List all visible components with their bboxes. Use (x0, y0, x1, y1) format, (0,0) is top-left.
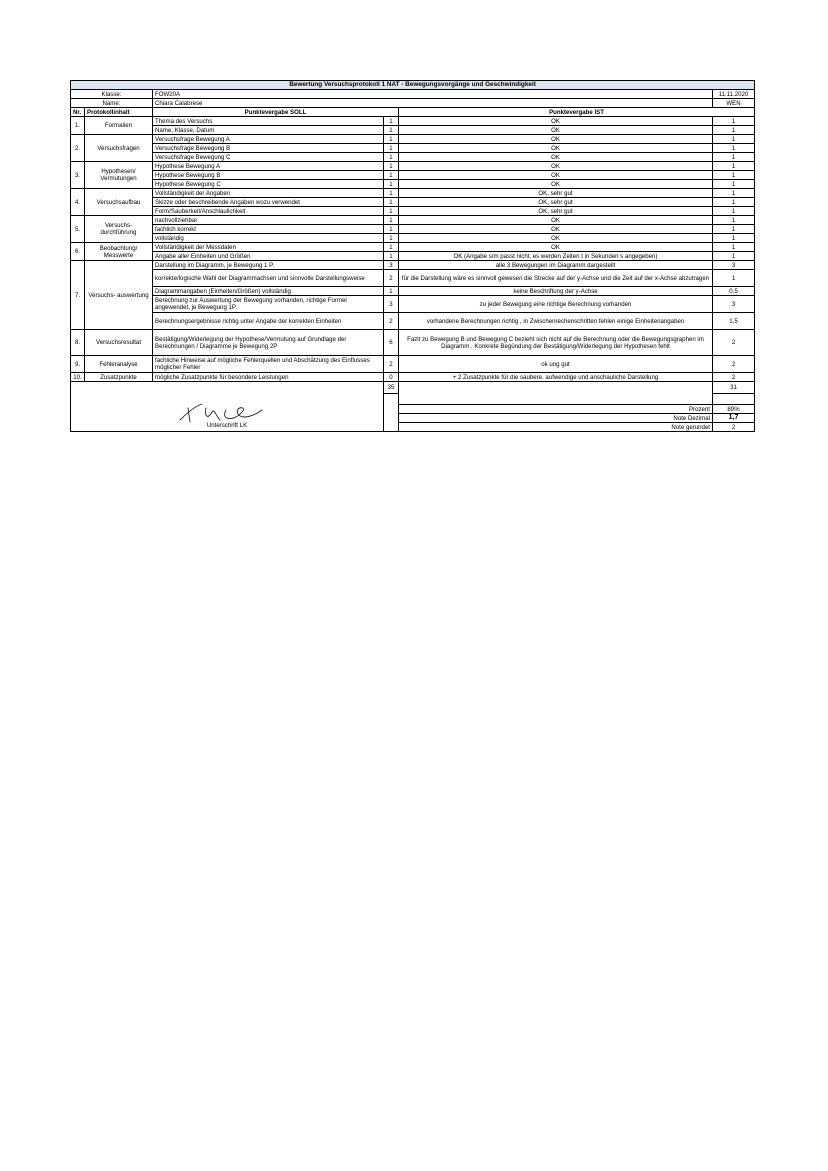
soll-points-cell: 1 (384, 252, 399, 261)
criterion-cell: Thema des Versuchs (153, 117, 384, 126)
soll-points-cell: 1 (384, 144, 399, 153)
ist-score-cell: 1 (713, 153, 755, 162)
criterion-cell: Name, Klasse, Datum (153, 126, 384, 135)
grade-rounded-label: Note gerundet (399, 423, 713, 432)
criterion-cell: Angabe aller Einheiten und Größen (153, 252, 384, 261)
comment-cell: OK (399, 153, 713, 162)
table-row (71, 135, 755, 144)
ist-score-cell: 1 (713, 144, 755, 153)
section-name: Hypothesen/ Vermutungen (85, 162, 153, 189)
soll-points-cell: 6 (384, 330, 399, 356)
ist-score-cell: 1 (713, 207, 755, 216)
soll-points-cell: 1 (384, 207, 399, 216)
section-nr: 10. (71, 373, 85, 382)
soll-points-cell: 3 (384, 261, 399, 270)
ist-score-cell: 1 (713, 117, 755, 126)
comment-cell: für die Darstellung wäre es sinnvoll gewesen die Strecke auf der y-Achse und die Zeit auf der x-Achse abzutragen (399, 270, 713, 287)
ist-score-cell: 1 (713, 216, 755, 225)
comment-cell: alle 3 Bewegungen im Diagramm dargestellt (399, 261, 713, 270)
comment-cell: OK (399, 234, 713, 243)
ist-score-cell: 2 (713, 330, 755, 356)
criterion-cell: Berechnungsergebnisse richtig unter Angabe der korrekten Einheiten (153, 313, 384, 330)
soll-points-cell: 2 (384, 356, 399, 373)
section-nr: 1. (71, 117, 85, 135)
ist-score-cell: 1 (713, 252, 755, 261)
section-nr: 7. (71, 261, 85, 330)
comment-cell: keine Beschriftung der y-Achse (399, 287, 713, 296)
ist-score-cell: 1 (713, 126, 755, 135)
table-row (71, 189, 755, 198)
soll-points-cell: 1 (384, 126, 399, 135)
ist-score-cell: 1 (713, 243, 755, 252)
criterion-cell: mögliche Zusatzpunkte für besondere Leistungen (153, 373, 384, 382)
section-name: Zusatzpunkte (85, 373, 153, 382)
table-row (71, 207, 755, 216)
soll-points-cell: 1 (384, 225, 399, 234)
sheet-title: Bewertung Versuchsprotokoll 1 NAT - Bewegungsvorgänge und Geschwindigkeit (71, 81, 755, 90)
criterion-cell: fachliche Hinweise auf mögliche Fehlerquellen und Abschätzung des Einflusses möglicher Fehler (153, 356, 384, 373)
comment-cell: zu jeder Bewegung eine richtige Berechnung vorhanden (399, 296, 713, 313)
ist-score-cell: 1 (713, 225, 755, 234)
comment-cell: OK (399, 144, 713, 153)
soll-points-cell: 3 (384, 296, 399, 313)
criterion-cell: Hypothese Bewegung B (153, 171, 384, 180)
percent-value: 89% (713, 405, 755, 414)
ist-score-cell: 1 (713, 162, 755, 171)
soll-points-cell: 1 (384, 180, 399, 189)
table-row (71, 296, 755, 313)
soll-points-cell: 2 (384, 313, 399, 330)
header-content: Protokollinhalt (85, 108, 153, 117)
comment-cell: OK (Angabe s/m passt nicht, es werden Zeiten t in Sekunden s angegeben) (399, 252, 713, 261)
table-row (71, 287, 755, 296)
soll-points-cell: 1 (384, 287, 399, 296)
section-name: Versuchsresultat (85, 330, 153, 356)
criterion-cell: vollständig (153, 234, 384, 243)
soll-points-cell: 2 (384, 270, 399, 287)
name-label: Name: (71, 99, 153, 108)
comment-cell: OK, sehr gut (399, 207, 713, 216)
criterion-cell: Diagrammangaben (Einheiten/Größen) vollständig (153, 287, 384, 296)
soll-points-cell: 1 (384, 243, 399, 252)
percent-label: Prozent (399, 405, 713, 414)
comment-cell: ok ung gut (399, 356, 713, 373)
table-row (71, 180, 755, 189)
section-nr: 9. (71, 356, 85, 373)
table-row (71, 313, 755, 330)
section-nr: 5. (71, 216, 85, 243)
table-row (71, 330, 755, 356)
ist-score-cell: 3 (713, 261, 755, 270)
section-name: Beobachtung/ Messwerte (85, 243, 153, 261)
table-row (71, 234, 755, 243)
soll-points-cell: 1 (384, 198, 399, 207)
comment-cell: OK, sehr gut (399, 189, 713, 198)
date-value: 11.11.2020 (713, 90, 755, 99)
ist-score-cell: 1 (713, 198, 755, 207)
grade-rounded-value: 2 (713, 423, 755, 432)
criterion-cell: fachlich korrekt (153, 225, 384, 234)
comment-cell: OK (399, 117, 713, 126)
criterion-cell: Form/Sauberkeit/Anschlaulichkeit (153, 207, 384, 216)
soll-points-cell: 1 (384, 216, 399, 225)
header-ist: Punktevergabe IST (399, 108, 755, 117)
soll-points-cell: 1 (384, 162, 399, 171)
criterion-cell: Vollständigkeit der Messdaten (153, 243, 384, 252)
signature-area (71, 382, 384, 432)
table-row (71, 261, 755, 270)
table-row (71, 356, 755, 373)
table-row (71, 225, 755, 234)
evaluation-table (70, 80, 755, 432)
comment-cell: OK (399, 171, 713, 180)
ist-score-cell: 1 (713, 171, 755, 180)
soll-points-cell: 0 (384, 373, 399, 382)
criterion-cell: Skizze oder beschreibende Angaben wozu verwendet (153, 198, 384, 207)
header-nr: Nr. (71, 108, 85, 117)
ist-score-cell: 1,5 (713, 313, 755, 330)
class-value: FOW20A (153, 90, 713, 99)
criterion-cell: nachvollziehbar (153, 216, 384, 225)
comment-cell: OK (399, 216, 713, 225)
section-name: Versuchs- auswertung (85, 261, 153, 330)
ist-score-cell: 1 (713, 135, 755, 144)
ist-score-cell: 1 (713, 234, 755, 243)
comment-cell: OK (399, 126, 713, 135)
table-row (71, 162, 755, 171)
ist-total: 31 (713, 382, 755, 394)
name-value: Chiara Calabrese (153, 99, 713, 108)
criterion-cell: Hypothese Bewegung A (153, 162, 384, 171)
section-name: Versuchsaufbau (85, 189, 153, 216)
criterion-cell: Darstellung im Diagramm, je Bewegung 1 P. (153, 261, 384, 270)
comment-cell: OK (399, 225, 713, 234)
criterion-cell: Bestätigung/Widerlegung der Hypothese/Vermutung auf Grundlage der Berechnungen / Diagramme je Bewegung 2P (153, 330, 384, 356)
grade-decimal-value: 1,7 (713, 414, 755, 423)
table-row (71, 270, 755, 287)
soll-total: 35 (384, 382, 399, 394)
soll-points-cell: 1 (384, 117, 399, 126)
criterion-cell: Berechnung zur Auswertung der Bewegung vorhanden, richtige Formel angewendet, je Bewegung 1P. (153, 296, 384, 313)
section-nr: 2. (71, 135, 85, 162)
criterion-cell: Versuchsfrage Bewegung C (153, 153, 384, 162)
criterion-cell: Versuchsfrage Bewegung B (153, 144, 384, 153)
section-nr: 4. (71, 189, 85, 216)
ist-score-cell: 2 (713, 356, 755, 373)
table-row (71, 198, 755, 207)
ist-score-cell: 1 (713, 180, 755, 189)
soll-points-cell: 1 (384, 135, 399, 144)
section-nr: 8. (71, 330, 85, 356)
criterion-cell: korrekte/logische Wahl der Diagrammachsen und sinnvolle Darstellungsweise (153, 270, 384, 287)
soll-points-cell: 1 (384, 153, 399, 162)
table-row (71, 126, 755, 135)
table-row (71, 252, 755, 261)
table-row (71, 243, 755, 252)
header-soll: Punktevergabe SOLL (153, 108, 399, 117)
soll-points-cell: 1 (384, 234, 399, 243)
grade-decimal-label: Note Dezimal (399, 414, 713, 423)
ist-score-cell: 0,5 (713, 287, 755, 296)
comment-cell: OK, sehr gut (399, 198, 713, 207)
comment-cell: vorhandene Berechnungen richtig , in Zwischenrechenschritten fehlen einige Einheitenangaben (399, 313, 713, 330)
table-row (71, 117, 755, 126)
criterion-cell: Hypothese Bewegung C (153, 180, 384, 189)
ist-score-cell: 3 (713, 296, 755, 313)
teacher-value: WEN (713, 99, 755, 108)
criterion-cell: Versuchsfrage Bewegung A (153, 135, 384, 144)
section-name: Fehleranalyse (85, 356, 153, 373)
class-label: Klasse: (71, 90, 153, 99)
section-name: Versuchsfragen (85, 135, 153, 162)
table-row (71, 144, 755, 153)
table-row (71, 153, 755, 162)
comment-cell: OK (399, 135, 713, 144)
section-name: Formalien (85, 117, 153, 135)
soll-points-cell: 1 (384, 189, 399, 198)
comment-cell: OK (399, 180, 713, 189)
section-nr: 3. (71, 162, 85, 189)
soll-points-cell: 1 (384, 171, 399, 180)
signature-label: Unterschrift LK (206, 422, 248, 430)
ist-score-cell: 1 (713, 270, 755, 287)
comment-cell: OK (399, 243, 713, 252)
comment-cell: OK (399, 162, 713, 171)
table-row (71, 216, 755, 225)
table-row (71, 171, 755, 180)
section-name: Versuchs- durchführung (85, 216, 153, 243)
ist-score-cell: 1 (713, 189, 755, 198)
ist-score-cell: 2 (713, 373, 755, 382)
criterion-cell: Vollständigkeit der Angaben (153, 189, 384, 198)
comment-cell: + 2 Zusatzpunkte für die saubere, aufwendige und anschauliche Darstellung (399, 373, 713, 382)
section-nr: 6. (71, 243, 85, 261)
table-row (71, 373, 755, 382)
comment-cell: Fazit zu Bewegung B und Bewegung C bezieht sich nicht auf die Berechnung oder die Bewegungsgraphen im Diagramm , Konkrete Begündung der Bestätigung/Widerlegung der Hypothesen fehlt (399, 330, 713, 356)
